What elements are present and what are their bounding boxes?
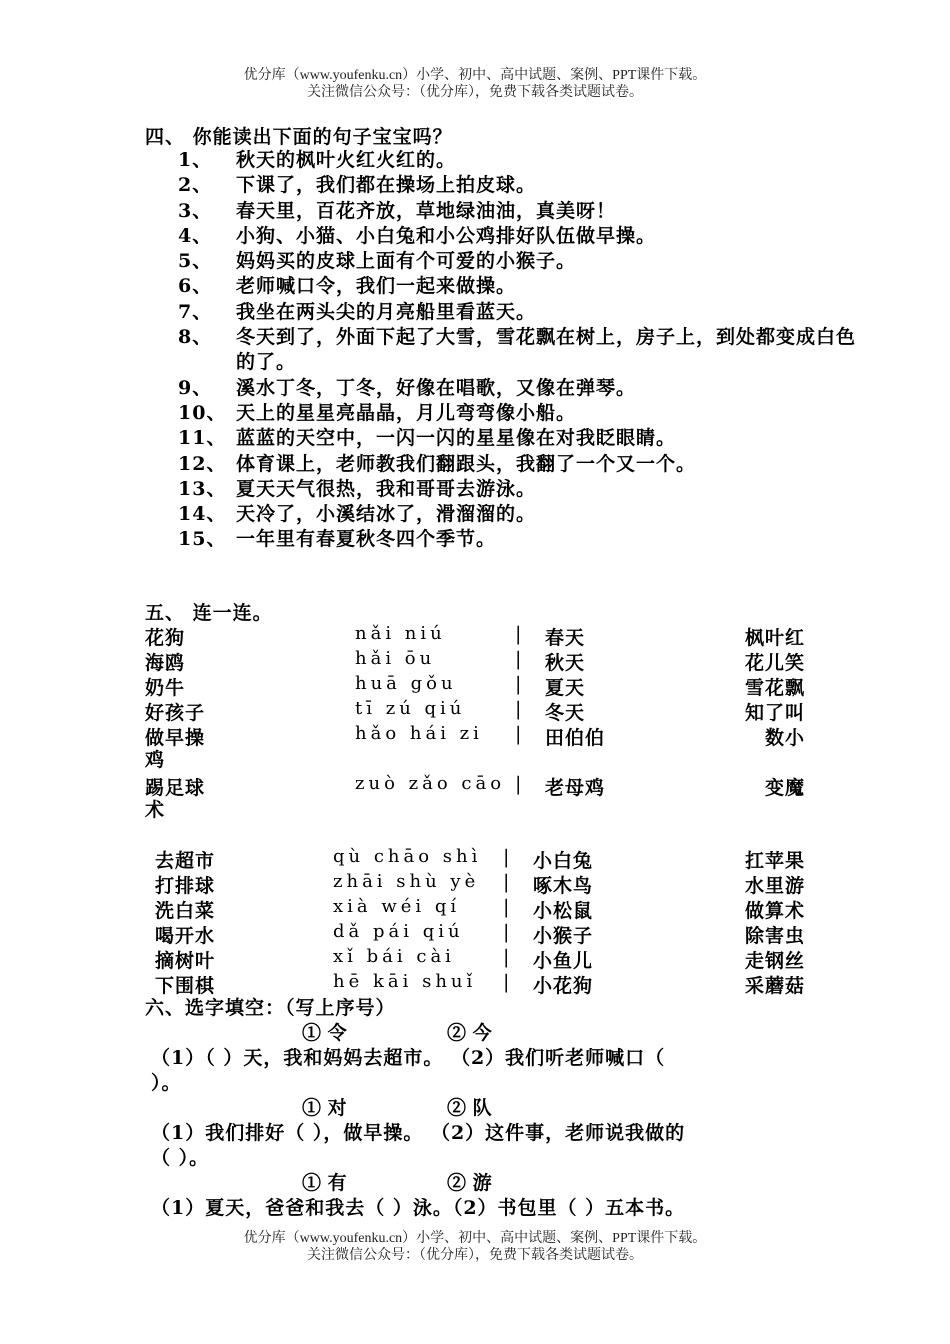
matching-separator: | <box>515 673 523 695</box>
matching-word: 去超市 <box>155 850 216 872</box>
sentence-item <box>178 148 858 173</box>
matching-pinyin: zhāi shù yè <box>333 871 480 892</box>
matching-wrap-text: 鸡 <box>145 749 165 771</box>
matching-middle: 小鱼儿 <box>533 950 594 972</box>
footer-line-1: 优分库（www.youfenku.cn）小学、初中、高中试题、案例、PPT课件下载。 <box>243 1231 707 1246</box>
matching-pinyin: xǐ bái cài <box>333 946 455 967</box>
matching-row <box>145 773 825 798</box>
sentence-number: 7、 <box>178 300 213 323</box>
matching-middle: 春天 <box>545 627 586 649</box>
sentence-item <box>178 300 858 325</box>
sentence-item <box>178 502 858 527</box>
matching-right: 走钢丝 <box>744 950 805 972</box>
sentence-number: 10、 <box>178 401 227 424</box>
matching-right: 数小 <box>764 727 805 749</box>
matching-middle: 小花狗 <box>533 975 594 997</box>
matching-right: 采蘑菇 <box>744 975 805 997</box>
sentence-text: 老师喊口令，我们一起来做操。 <box>236 275 517 298</box>
sentence-text: 天上的星星亮晶晶，月儿弯弯像小船。 <box>236 401 577 424</box>
matching-row <box>145 623 825 648</box>
sentence-number: 11、 <box>178 427 227 450</box>
matching-word: 洗白菜 <box>155 900 216 922</box>
matching-row <box>145 896 825 921</box>
section-6 <box>145 996 825 1221</box>
sentence-item <box>178 477 858 502</box>
sentence-number: 2、 <box>178 174 213 197</box>
matching-separator: | <box>503 846 511 868</box>
section-4-title: 四、 你能读出下面的句子宝宝吗？ <box>145 126 453 148</box>
sentence-text: 体育课上，老师教我们翻跟头，我翻了一个又一个。 <box>236 452 697 475</box>
question-line: （1）（ ）天，我和妈妈去超市。 （2）我们听老师喊口（ <box>151 1047 666 1069</box>
sentence-item <box>178 274 858 299</box>
matching-row <box>145 846 825 871</box>
sentence-item <box>178 224 858 249</box>
sentence-item <box>178 527 858 552</box>
sentence-text: 溪水丁冬，丁冬，好像在唱歌，又像在弹琴。 <box>236 376 637 399</box>
matching-middle: 啄木鸟 <box>533 875 594 897</box>
matching-pinyin: qù chāo shì <box>333 846 482 867</box>
sentence-item <box>178 325 858 376</box>
matching-word: 海鸥 <box>145 652 186 674</box>
matching-word: 花狗 <box>145 627 186 649</box>
matching-separator: | <box>515 698 523 720</box>
matching-middle: 夏天 <box>545 677 586 699</box>
header-line-1: 优分库（www.youfenku.cn）小学、初中、高中试题、案例、PPT课件下载。 <box>243 68 707 83</box>
sentence-number: 12、 <box>178 452 227 475</box>
matching-right: 知了叫 <box>744 702 805 724</box>
matching-right: 花儿笑 <box>744 652 805 674</box>
matching-right: 枫叶红 <box>744 627 805 649</box>
matching-pinyin: hē kāi shuǐ <box>333 971 477 992</box>
matching-row <box>145 723 825 748</box>
matching-middle: 冬天 <box>545 702 586 724</box>
sentence-text: 冬天到了，外面下起了大雪，雪花飘在树上，房子上，到处都变成白色的了。 <box>236 326 857 374</box>
option-1: ① 对 <box>302 1097 347 1119</box>
matching-right: 做算术 <box>744 900 805 922</box>
matching-separator: | <box>503 896 511 918</box>
sentence-text: 天冷了，小溪结冰了，滑溜溜的。 <box>236 503 537 526</box>
matching-pinyin: huā gǒu <box>355 673 457 694</box>
question-line: （1）夏天，爸爸和我去（ ）泳。（2）书包里（ ）五本书。 <box>151 1197 686 1219</box>
sentence-text: 下课了，我们都在操场上拍皮球。 <box>236 174 537 197</box>
matching-row <box>145 971 825 996</box>
matching-middle: 老母鸡 <box>545 777 606 799</box>
matching-word: 摘树叶 <box>155 950 216 972</box>
matching-separator: | <box>515 648 523 670</box>
sentence-item <box>178 452 858 477</box>
matching-word: 下围棋 <box>155 975 216 997</box>
matching-right: 水里游 <box>744 875 805 897</box>
sentence-item <box>178 426 858 451</box>
matching-right: 变魔 <box>764 777 805 799</box>
matching-separator: | <box>503 971 511 993</box>
sentence-number: 9、 <box>178 376 213 399</box>
sentence-number: 5、 <box>178 250 213 273</box>
matching-pinyin: hǎo hái zi <box>355 723 483 744</box>
section-6-title: 六、选字填空：（写上序号） <box>145 997 396 1019</box>
matching-pinyin: dǎ pái qiú <box>333 921 464 942</box>
matching-middle: 秋天 <box>545 652 586 674</box>
question-line: （1）我们排好（ ），做早操。 （2）这件事，老师说我做的 <box>151 1122 686 1144</box>
matching-row <box>145 673 825 698</box>
matching-row <box>145 946 825 971</box>
option-2: ② 游 <box>447 1172 492 1194</box>
matching-row <box>145 698 825 723</box>
matching-middle: 小猴子 <box>533 925 594 947</box>
option-row <box>145 1096 825 1121</box>
matching-right: 除害虫 <box>744 925 805 947</box>
matching-pinyin: nǎi niú <box>355 623 446 644</box>
option-1: ① 有 <box>302 1172 347 1194</box>
section-5-title: 五、 连一连。 <box>145 602 273 624</box>
matching-separator: | <box>515 723 523 745</box>
sentence-text: 夏天天气很热，我和哥哥去游泳。 <box>236 477 537 500</box>
matching-row <box>145 648 825 673</box>
matching-right: 雪花飘 <box>744 677 805 699</box>
sentence-number: 3、 <box>178 199 213 222</box>
matching-word: 打排球 <box>155 875 216 897</box>
matching-row <box>145 871 825 896</box>
matching-separator: | <box>503 921 511 943</box>
matching-right: 扛苹果 <box>744 850 805 872</box>
sentence-item <box>178 249 858 274</box>
matching-word: 好孩子 <box>145 702 206 724</box>
sentence-text: 妈妈买的皮球上面有个可爱的小猴子。 <box>236 250 577 273</box>
sentence-text: 小狗、小猫、小白兔和小公鸡排好队伍做早操。 <box>236 224 657 247</box>
sentence-text: 秋天的枫叶火红火红的。 <box>236 149 457 171</box>
matching-separator: | <box>503 946 511 968</box>
sentence-number: 15、 <box>178 528 227 551</box>
option-2: ② 队 <box>447 1097 492 1119</box>
question-line-cont: （ ）。 <box>151 1147 210 1169</box>
sentence-item <box>178 376 858 401</box>
sentence-text: 一年里有春夏秋冬四个季节。 <box>236 528 497 551</box>
footer-line-2: 关注微信公众号：（优分库），免费下载各类试题试卷。 <box>307 1248 643 1263</box>
option-1: ① 令 <box>302 1022 347 1044</box>
matching-pinyin: zuò zǎo cāo <box>355 773 506 794</box>
matching-middle: 田伯伯 <box>545 727 606 749</box>
sentence-text: 春天里，百花齐放，草地绿油油，真美呀！ <box>236 199 617 222</box>
matching-middle: 小松鼠 <box>533 900 594 922</box>
sentence-number: 4、 <box>178 224 213 247</box>
question-line-cont: ）。 <box>151 1072 182 1094</box>
sentence-number: 6、 <box>178 275 213 298</box>
matching-separator: | <box>503 871 511 893</box>
matching-row <box>145 921 825 946</box>
matching-middle: 小白兔 <box>533 850 594 872</box>
option-row <box>145 1021 825 1046</box>
sentence-item <box>178 401 858 426</box>
matching-group-1 <box>145 623 825 823</box>
matching-pinyin: hǎi ōu <box>355 648 436 669</box>
sentence-text: 我坐在两头尖的月亮船里看蓝天。 <box>236 300 537 323</box>
matching-pinyin: tī zú qiú <box>355 698 466 719</box>
matching-group-2 <box>145 846 825 996</box>
sentence-number: 1、 <box>178 149 213 171</box>
header-line-2: 关注微信公众号：（优分库），免费下载各类试题试卷。 <box>307 85 643 100</box>
page-footer <box>0 1230 950 1264</box>
option-row <box>145 1171 825 1196</box>
matching-separator: | <box>515 623 523 645</box>
sentence-number: 13、 <box>178 477 227 500</box>
matching-wrap-text: 术 <box>145 799 165 821</box>
sentence-item <box>178 173 858 198</box>
sentence-text: 蓝蓝的天空中，一闪一闪的星星像在对我眨眼睛。 <box>236 427 677 450</box>
option-2: ② 今 <box>447 1022 492 1044</box>
sentence-item <box>178 199 858 224</box>
matching-separator: | <box>515 773 523 795</box>
sentence-number: 14、 <box>178 503 227 526</box>
section-4-list <box>178 148 858 553</box>
matching-word: 奶牛 <box>145 677 186 699</box>
matching-pinyin: xià wéi qí <box>333 896 461 917</box>
matching-word: 喝开水 <box>155 925 216 947</box>
sentence-number: 8、 <box>178 326 213 349</box>
matching-word: 踢足球 <box>145 777 206 799</box>
page-header <box>0 67 950 101</box>
matching-word: 做早操 <box>145 727 206 749</box>
